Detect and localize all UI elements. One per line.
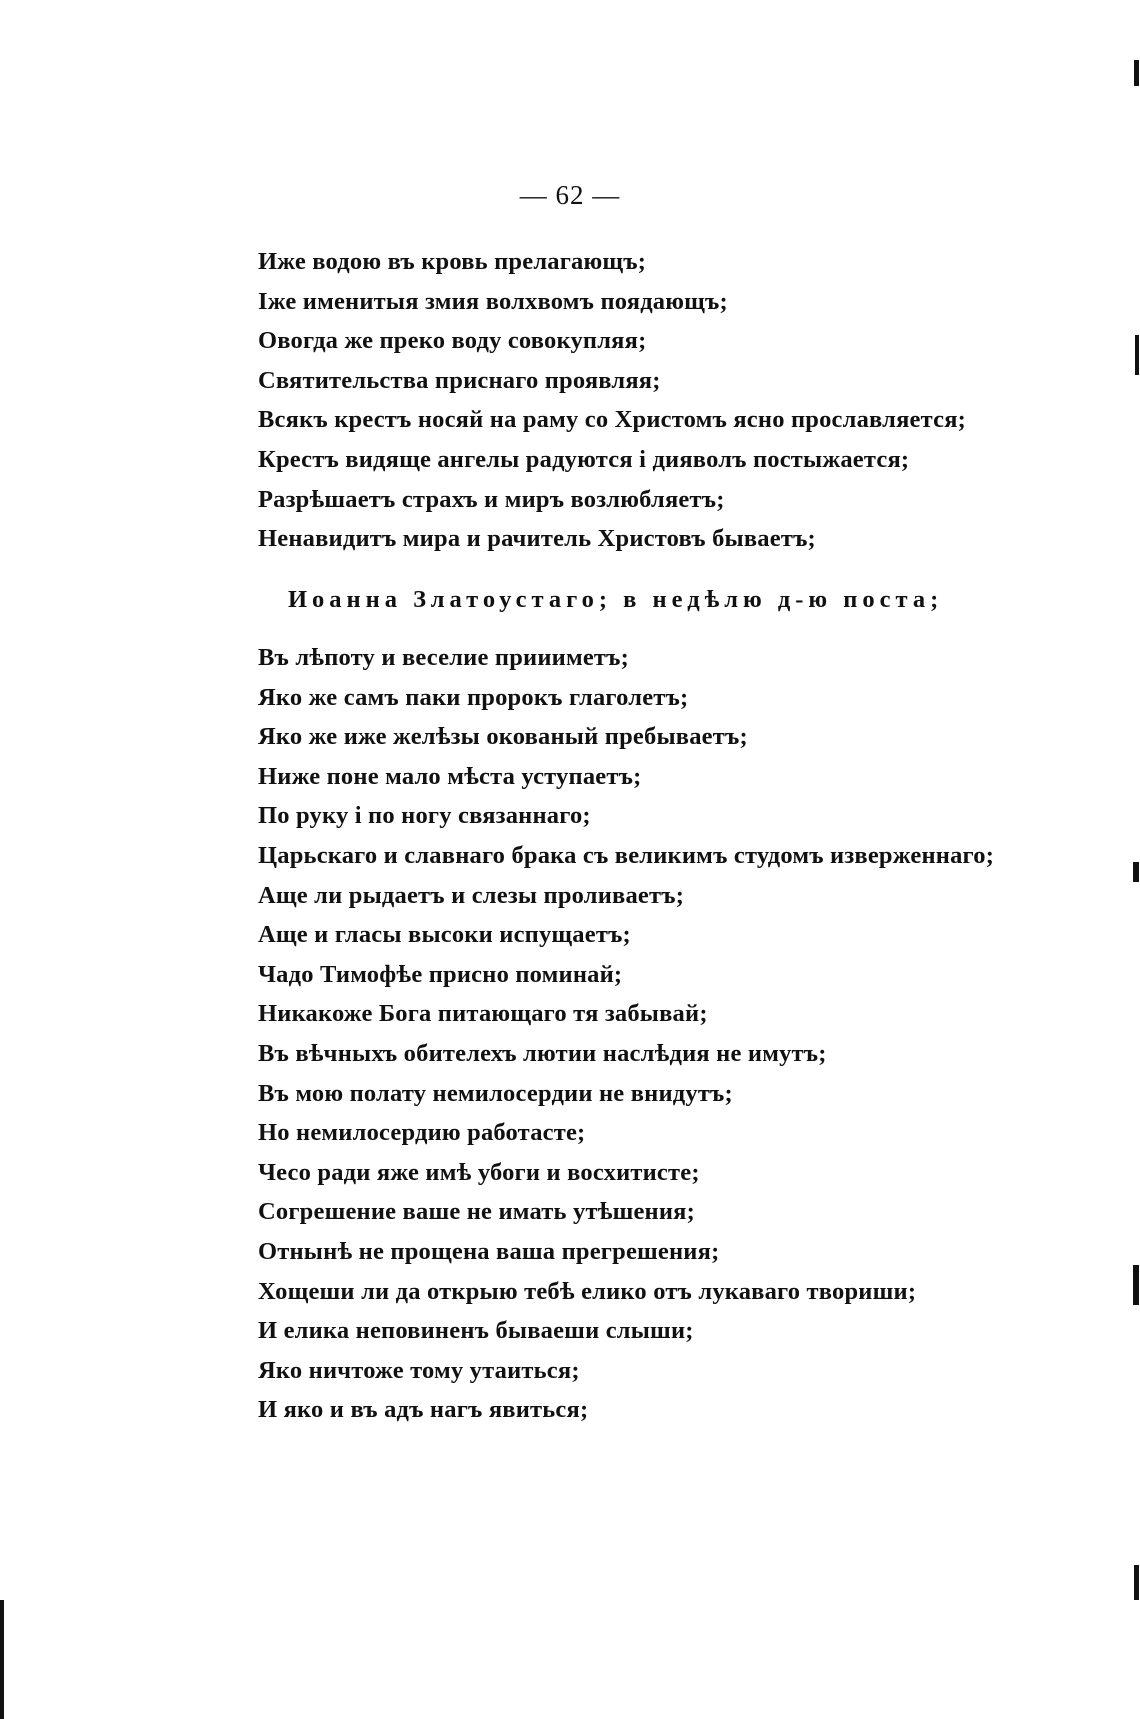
verse-line: Иже водою въ кровь прелагающъ; [258,248,647,275]
verse-line: Яко же самъ паки пророкъ глаголетъ; [258,683,689,711]
verse-line: Ненавидитъ мира и рачитель Христовъ бываетъ; [258,525,816,553]
verse-line: Въ лѣпоту и веселие приииметъ; [258,644,630,671]
verse-line: Въ вѣчныхъ обителехъ лютии наслѣдия не имутъ; [258,1039,827,1067]
verse-line: Согрешение ваше не имать утѣшения; [258,1198,695,1226]
page-number: — 62 — [519,180,621,210]
verse-line: Аще ли рыдаетъ и слезы проливаетъ; [258,881,685,909]
scan-edge-mark [1134,60,1139,86]
scan-edge-mark [1133,862,1139,882]
scan-edge-mark [1134,1565,1139,1600]
verse-line: Яко же иже желѣзы окованый пребываетъ; [258,723,748,751]
verse-line: Аще и гласы высоки испущаетъ; [258,921,631,949]
verse-line: И елика неповиненъ бываеши слыши; [258,1317,694,1345]
verse-line: Яко ничтоже тому утаиться; [258,1356,580,1384]
verse-line: Но немилосердию работасте; [258,1119,586,1147]
verse-line: Овогда же преко воду совокупляя; [258,327,647,355]
scan-edge-mark [0,1600,4,1719]
verse-line: Крестъ видяще ангелы радуются і дияволъ постыжается; [258,445,910,473]
section-heading: Иоанна Златоустаго; в недѣлю д-ю поста; [288,586,944,613]
verse-line: Разрѣшаетъ страхъ и миръ возлюбляетъ; [258,485,725,513]
verse-line: Царьскаго и славнаго брака съ великимъ студомъ изверженнаго; [258,841,995,869]
verse-line: Въ мою полату немилосердии не внидутъ; [258,1079,733,1107]
verse-line: Хощеши ли да открыю тебѣ елико отъ лукаваго твориши; [258,1277,917,1305]
scan-edge-mark [1133,1265,1139,1305]
verse-line: Святительства приснаго проявляя; [258,366,661,394]
verse-line: Чадо Тимофѣе присно поминай; [258,960,623,988]
verse-line: Никакоже Бога питающаго тя забывай; [258,1000,708,1028]
verse-line: Отнынѣ не прощена ваша прегрешения; [258,1237,720,1265]
verse-line: По руку і по ногу связаннаго; [258,802,591,830]
verse-line: Всякъ крестъ носяй на раму со Христомъ ясно прославляется; [258,406,967,434]
verse-line: Ниже поне мало мѣста уступаетъ; [258,762,642,790]
verse-block-1 [258,242,1018,559]
verse-block-2 [258,638,1018,1430]
verse-line: И яко и въ адъ нагъ явиться; [258,1396,589,1424]
scan-edge-mark [1135,335,1139,375]
verse-line: Чесо ради яже имѣ убоги и восхитисте; [258,1158,700,1186]
verse-line: Іже именитыя змия волхвомъ поядающъ; [258,287,728,315]
